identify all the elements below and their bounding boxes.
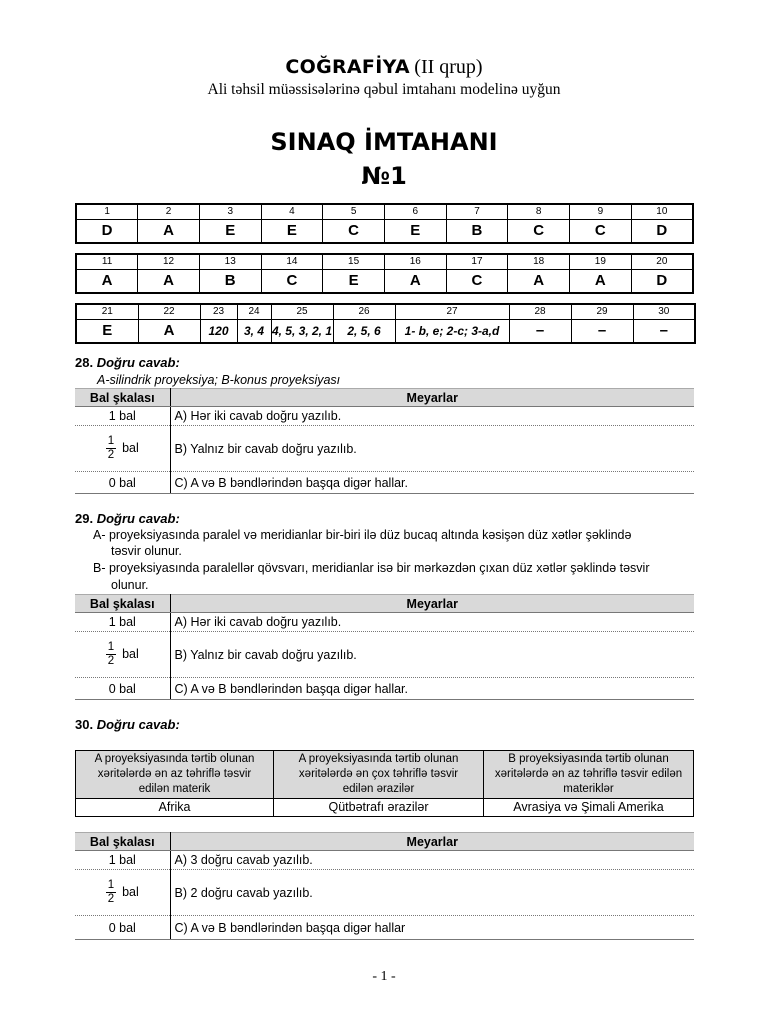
question-number: 12 [138, 254, 200, 269]
answer-cell: C [261, 269, 323, 293]
q30-column-header: A proyeksiyasında tərtib olunan xəritələrdə ən çox təhriflə təsvir edilən ərazilər [274, 751, 484, 799]
q28-score-table [75, 388, 694, 494]
criteria-text: B) Yalnız bir cavab doğru yazılıb. [170, 426, 694, 472]
answer-cell: A [138, 219, 200, 243]
question-number: 6 [384, 204, 446, 219]
score-value: 0 bal [75, 678, 170, 700]
question-number: 23 [200, 304, 237, 319]
answer-cell: E [384, 219, 446, 243]
criteria-text: B) Yalnız bir cavab doğru yazılıb. [170, 632, 694, 678]
half-fraction: $\frac{1}{2}$ [107, 435, 115, 461]
page-number: - 1 - [372, 969, 396, 984]
subtitle: Ali təhsil müəssisələrinə qəbul imtahanı modelinə uyğun [207, 81, 561, 98]
document-header [0, 56, 768, 99]
question-number: 11 [76, 254, 138, 269]
answer-cell: C [323, 219, 385, 243]
criteria-text: C) A və B bəndlərindən başqa digər hallar [170, 916, 694, 940]
score-value: 1 bal [75, 851, 170, 870]
question-number: 10 [631, 204, 693, 219]
question-number: 24 [237, 304, 271, 319]
question-number: 25 [271, 304, 333, 319]
q29-answer-a: A- proyeksiyasında paralel və meridianlar bir-biri ilə düz bucaq altında kəsişən düz xətlər şəklində [93, 528, 632, 542]
half-fraction: $\frac{1}{2}$ [107, 641, 115, 667]
question-number: 26 [333, 304, 395, 319]
answer-cell: 120 [200, 319, 237, 343]
answer-cell: 1- b, e; 2-c; 3-a,d [395, 319, 509, 343]
q29-answer-b-cont: olunur. [111, 578, 149, 592]
score-value: $\frac{1}{2}$ bal [75, 870, 170, 916]
exam-title-block [0, 125, 768, 193]
criteria-header: Meyarlar [170, 595, 694, 613]
q28-heading [75, 355, 180, 370]
criteria-text: B) 2 doğru cavab yazılıb. [170, 870, 694, 916]
exam-title: SINAQ İMTAHANI [270, 128, 498, 156]
answer-cell: E [323, 269, 385, 293]
question-number: 1 [76, 204, 138, 219]
score-value: $\frac{1}{2}$ bal [75, 426, 170, 472]
subject-group: (II qrup) [414, 56, 483, 78]
answer-cell: A [384, 269, 446, 293]
q29-number: 29. [75, 511, 94, 526]
question-number: 7 [446, 204, 508, 219]
score-value: 0 bal [75, 916, 170, 940]
subject-name: COĞRAFİYA [285, 56, 410, 78]
score-value: 1 bal [75, 613, 170, 632]
question-number: 30 [633, 304, 695, 319]
answer-cell: C [446, 269, 508, 293]
question-number: 2 [138, 204, 200, 219]
q29-heading [75, 511, 180, 526]
answer-cell: C [570, 219, 632, 243]
q30-column-header: A proyeksiyasında tərtib olunan xəritələrdə ən az təhriflə təsvir edilən materik [76, 751, 274, 799]
q29-answer-a-cont: təsvir olunur. [111, 544, 182, 558]
criteria-header: Meyarlar [170, 389, 694, 407]
answer-cell: A [508, 269, 570, 293]
question-number: 21 [76, 304, 138, 319]
question-number: 3 [199, 204, 261, 219]
answer-cell: – [509, 319, 571, 343]
score-header: Bal şkalası [75, 389, 170, 407]
q30-score-table [75, 832, 694, 940]
answer-cell: A [138, 269, 200, 293]
question-number: 27 [395, 304, 509, 319]
criteria-header: Meyarlar [170, 833, 694, 851]
score-value: $\frac{1}{2}$ bal [75, 632, 170, 678]
q29-answer-b: B- proyeksiyasında paralellər qövsvarı, meridianlar isə bir mərkəzdən çıxan düz xətlər şəklində təsvir [93, 561, 650, 575]
score-header: Bal şkalası [75, 595, 170, 613]
q30-label: Doğru cavab: [96, 717, 180, 732]
criteria-text: A) Hər iki cavab doğru yazılıb. [170, 407, 694, 426]
question-number: 8 [508, 204, 570, 219]
question-number: 19 [570, 254, 632, 269]
answer-cell: D [76, 219, 138, 243]
answer-cell: – [633, 319, 695, 343]
answer-cell: E [261, 219, 323, 243]
answer-key-table-2 [75, 253, 694, 294]
question-number: 15 [323, 254, 385, 269]
answer-cell: A [138, 319, 200, 343]
answer-cell: E [76, 319, 138, 343]
answer-cell: 4, 5, 3, 2, 1 [271, 319, 333, 343]
exam-number: №1 [361, 162, 407, 190]
q29-label: Doğru cavab: [96, 511, 180, 526]
answer-cell: 3, 4 [237, 319, 271, 343]
half-fraction: $\frac{1}{2}$ [107, 879, 115, 905]
q30-answer-cell: Avrasiya və Şimali Amerika [484, 799, 694, 817]
question-number: 13 [199, 254, 261, 269]
question-number: 28 [509, 304, 571, 319]
criteria-text: A) 3 doğru cavab yazılıb. [170, 851, 694, 870]
question-number: 29 [571, 304, 633, 319]
answer-cell: D [631, 219, 693, 243]
question-number: 16 [384, 254, 446, 269]
answer-key-table-1 [75, 203, 694, 244]
q28-label: Doğru cavab: [96, 355, 180, 370]
score-value: 1 bal [75, 407, 170, 426]
criteria-text: A) Hər iki cavab doğru yazılıb. [170, 613, 694, 632]
score-value: 0 bal [75, 472, 170, 494]
q30-answer-cell: Afrika [76, 799, 274, 817]
score-header: Bal şkalası [75, 833, 170, 851]
question-number: 14 [261, 254, 323, 269]
criteria-text: C) A və B bəndlərindən başqa digər hallar. [170, 472, 694, 494]
answer-cell: A [76, 269, 138, 293]
q29-score-table [75, 594, 694, 700]
answer-cell: B [446, 219, 508, 243]
answer-cell: E [199, 219, 261, 243]
subject-title [0, 56, 768, 79]
question-number: 5 [323, 204, 385, 219]
question-number: 9 [570, 204, 632, 219]
answer-cell: B [199, 269, 261, 293]
answer-key-table-3 [75, 303, 696, 344]
answer-cell: 2, 5, 6 [333, 319, 395, 343]
answer-cell: C [508, 219, 570, 243]
question-number: 20 [631, 254, 693, 269]
q30-answer-cell: Qütbətrafı ərazilər [274, 799, 484, 817]
question-number: 18 [508, 254, 570, 269]
q30-heading [75, 717, 180, 732]
question-number: 22 [138, 304, 200, 319]
answer-cell: D [631, 269, 693, 293]
q30-column-header: B proyeksiyasında tərtib olunan xəritələrdə ən az təhriflə təsvir edilən materiklər [484, 751, 694, 799]
q28-number: 28. [75, 355, 94, 370]
answer-cell: A [570, 269, 632, 293]
question-number: 17 [446, 254, 508, 269]
criteria-text: C) A və B bəndlərindən başqa digər hallar. [170, 678, 694, 700]
question-number: 4 [261, 204, 323, 219]
answer-cell: – [571, 319, 633, 343]
q30-answer-table [75, 750, 694, 817]
q28-answer: A-silindrik proyeksiya; B-konus proyeksiyası [97, 373, 341, 387]
q30-number: 30. [75, 717, 94, 732]
